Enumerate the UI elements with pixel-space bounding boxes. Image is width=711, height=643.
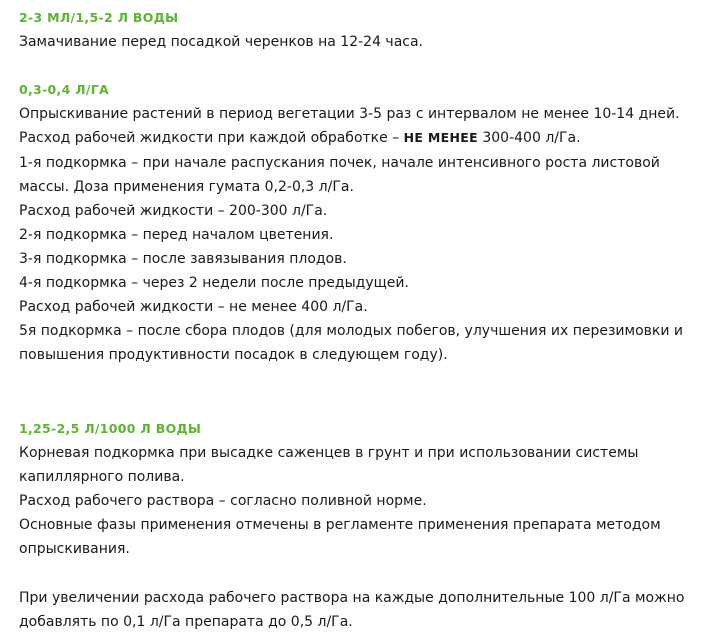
text-line: Расход рабочей жидкости – 200-300 л/Га. [19, 203, 328, 219]
text-line: Расход рабочей жидкости – не менее 400 л/Га. [19, 299, 368, 315]
text-line: 2-я подкормка – перед началом цветения. [19, 227, 334, 243]
text-line: 3-я подкормка – после завязывания плодов. [19, 251, 347, 267]
text-line: Опрыскивание растений в период вегетации 3-5 раз с интервалом не менее 10-14 дней. [19, 106, 680, 122]
section-heading-root-feeding: 1,25-2,5 Л/1000 Л ВОДЫ [19, 421, 202, 436]
text-line: капиллярного полива. [19, 469, 185, 485]
text-line: добавлять по 0,1 л/Га препарата до 0,5 л/Га. [19, 614, 353, 630]
text-segment: Расход рабочей жидкости при каждой обработке – [19, 130, 404, 146]
text-line: Основные фазы применения отмечены в регламенте применения препарата методом [19, 517, 661, 533]
text-line: повышения продуктивности посадок в следующем году). [19, 347, 448, 363]
emphasis-text: НЕ МЕНЕЕ [403, 130, 478, 145]
text-line: Расход рабочего раствора – согласно поливной норме. [19, 493, 427, 509]
text-line: При увеличении расхода рабочего раствора на каждые дополнительные 100 л/Га можно [19, 590, 685, 606]
section-heading-spraying: 0,3-0,4 Л/ГА [19, 82, 110, 97]
text-line: Корневая подкормка при высадке саженцев в грунт и при использовании системы [19, 445, 639, 461]
text-line: массы. Доза применения гумата 0,2-0,3 л/Га. [19, 179, 354, 195]
text-segment: 300-400 л/Га. [477, 130, 581, 146]
text-line: опрыскивания. [19, 541, 130, 557]
section-heading-soak: 2-3 МЛ/1,5-2 Л ВОДЫ [19, 10, 179, 25]
text-line: 4-я подкормка – через 2 недели после предыдущей. [19, 275, 409, 291]
text-line-with-emphasis [19, 129, 581, 147]
text-line: Замачивание перед посадкой черенков на 12-24 часа. [19, 34, 424, 50]
text-line: 1-я подкормка – при начале распускания почек, начале интенсивного роста листовой [19, 155, 660, 171]
text-line: 5я подкормка – после сбора плодов (для молодых побегов, улучшения их перезимовки и [19, 323, 684, 339]
